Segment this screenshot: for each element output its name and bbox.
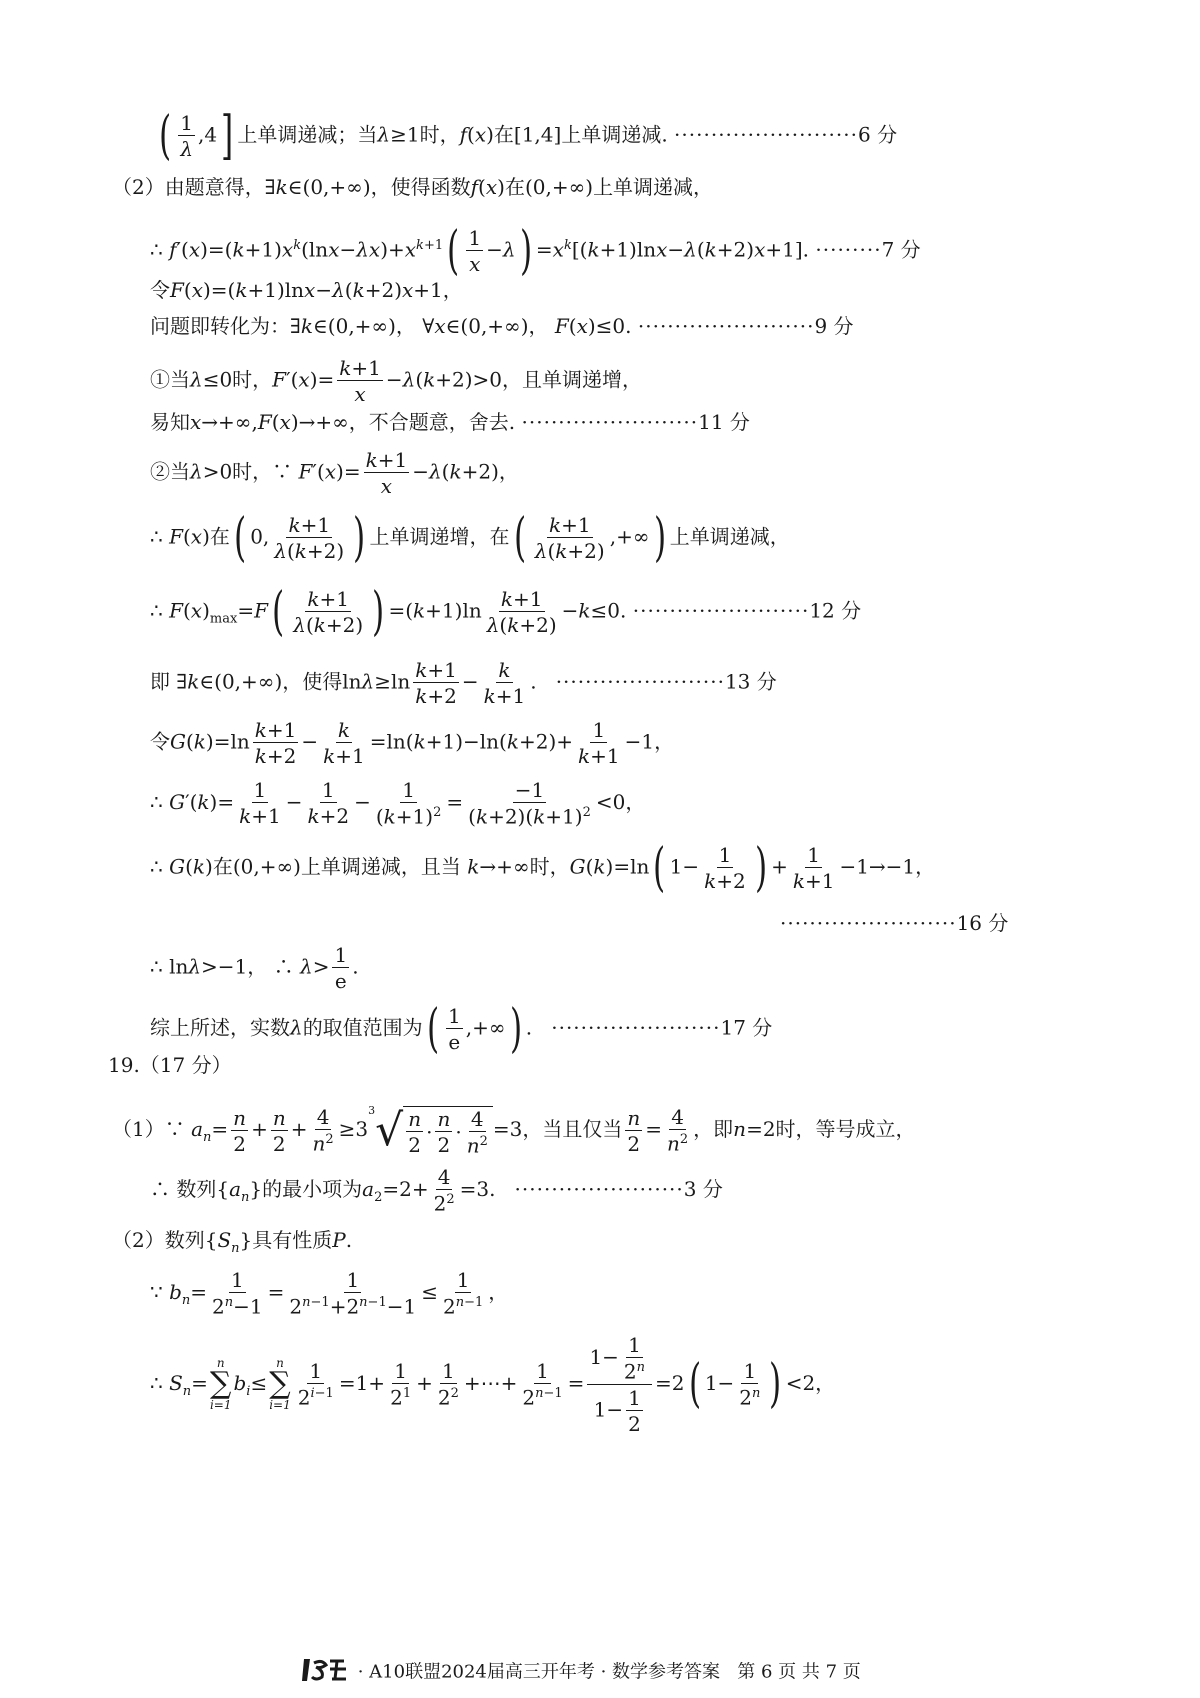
line-14: ∴ G(k)在(0,+∞)上单调递减，且当 k→+∞时，G(k)=ln( 1− $\frac{1}{k+2}$ ) + $\frac{1}{k+1}$ −1→−1，: [150, 838, 936, 898]
q19-line-1: （1）∵ $a_n=$ $\frac{n}{2}$ + $\frac{n}{2}$ + $\frac{4}{n^2}$ $\ge 3^3$ √ $\frac{n}{2}$ · $\frac{n}{2}$ · $\frac{4}{n^2}$ =3，当且仅当 $\frac{n}{2}$ = $\frac{4}{n^2}$ ，即n=2时，等号成立，: [112, 1104, 916, 1158]
line-12: 令G(k)=ln $\frac{k+1}{k+2}$ − $\frac{k}{k+1}$ =ln(k+1)−ln(k+2)+ $\frac{1}{k+1}$ −1，: [150, 718, 675, 768]
footer-page: 第 6 页 共 7 页: [737, 1661, 861, 1683]
line-4: 令F(x)=(k+1)lnx−λ(k+2)x+1，: [150, 278, 463, 302]
page-footer: [300, 1657, 861, 1688]
footer-text: · A10联盟2024届高三开年考 · 数学参考答案: [357, 1661, 721, 1683]
line-11: 即 ∃k∈(0,+∞)，使得lnλ≥ln $\frac{k+1}{k+2}$ − $\frac{k}{k+1}$ . ·······················13 分: [150, 658, 777, 708]
line-9: ∴ F(x)在( 0, $\frac{k+1}{\lambda(k+2)}$ ) 上单调递增，在( $\frac{k+1}{\lambda(k+2)}$ ,+∞) 上单调递减，: [150, 508, 790, 568]
line-16: ∴ lnλ>−1， ∴ λ> $\frac{1}{e}$ .: [150, 943, 359, 993]
line-5: 问题即转化为：∃k∈(0,+∞)， ∀x∈(0,+∞)， F(x)≤0. ························9 分: [150, 314, 854, 338]
q19-line-5: ∴ $S_n=$ n ∑ i=1 $b_i\le$ n ∑ i=1 $\frac{1}{2^{i-1}}$ =1+ $\frac{1}{2^1}$ + $\frac{1}{2^2}$ +⋯+ $\frac{1}{2^{n-1}}$ = 1− $\frac{1}{2^n}$ 1− $\frac{1}{2}$ =2( 1− $\frac{1}{2^n}$ ) <2，: [150, 1333, 836, 1436]
line-8: ②当λ>0时，∵ F′(x)= $\frac{k+1}{x}$ −λ(k+2)，: [150, 448, 519, 498]
exam-logo-icon: [300, 1657, 348, 1688]
line-6: ①当λ≤0时，F′(x)= $\frac{k+1}{x}$ −λ(k+2)>0，且单调递增，: [150, 356, 643, 406]
line-3: ∴ $f'(x)=(k+1)x^k(\ln x-\lambda x)+x^{k+1}$( $\frac{1}{x}$ $-\lambda) =x^k[(k+1)\ln x-\lambda(k+2)x+1]$. ·········7 分: [150, 221, 921, 281]
line-2: （2）由题意得，∃k∈(0,+∞)，使得函数f(x)在(0,+∞)上单调递减，: [112, 175, 714, 199]
line-15: ························16 分: [780, 911, 1009, 935]
q19-line-2: ∴ 数列$\{a_n\}$的最小项为$a_2=2+$ $\frac{4}{2^2}$ =3. ·······················3 分: [150, 1165, 723, 1216]
question-19-heading: 19.（17 分）: [108, 1053, 232, 1077]
line-13: ∴ G′(k)= $\frac{1}{k+1}$ − $\frac{1}{k+2}$ − $\frac{1}{(k+1)^2}$ = $\frac{-1}{(k+2)(k+1)^2}$ <0，: [150, 778, 646, 829]
q19-line-4: ∵ $b_n=$ $\frac{1}{2^n-1}$ = $\frac{1}{2^{n-1}+2^{n-1}-1}$ ≤ $\frac{1}{2^{n-1}}$ ，: [150, 1268, 509, 1319]
line-1: ( $\frac{1}{\lambda}$ ,4] 上单调递减；当λ≥1时，f(x)在[1,4]上单调递减. ·························6 分: [159, 106, 898, 166]
q19-line-3: （2）数列$\{S_n\}$具有性质P.: [112, 1228, 353, 1256]
line-10: ∴ $F(x)_{max}=F$( $\frac{k+1}{\lambda(k+2)}$ ) =(k+1)ln $\frac{k+1}{\lambda(k+2)}$ −k≤0. ························12 分: [150, 582, 862, 642]
line-17: 综上所述，实数λ的取值范围为( $\frac{1}{e}$ ,+∞) . ·······················17 分: [150, 999, 773, 1059]
line-7: 易知x→+∞,F(x)→+∞，不合题意，舍去. ························11 分: [150, 410, 750, 434]
